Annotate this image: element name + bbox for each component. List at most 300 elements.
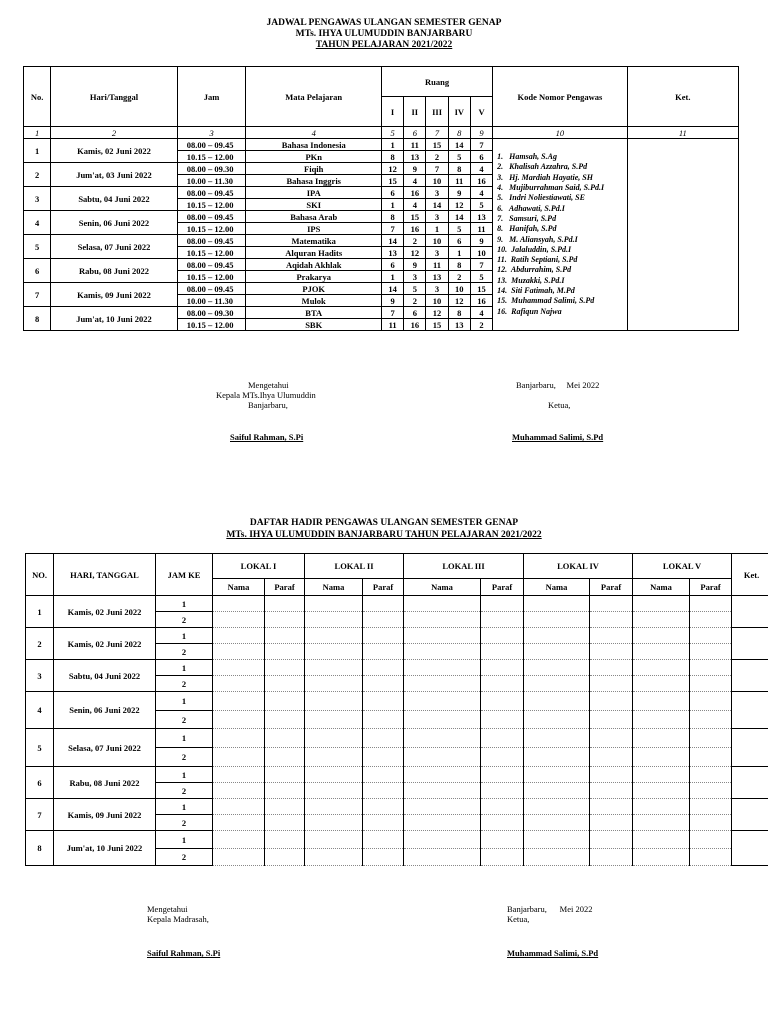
att-sign-cell[interactable] (481, 815, 524, 831)
session-subject: Bahasa Indonesia (246, 139, 382, 151)
att-sign-cell[interactable] (590, 799, 633, 815)
att-sign-cell[interactable] (363, 748, 404, 767)
room-proctor-code: 8 (448, 307, 470, 319)
att-name-cell[interactable] (404, 660, 481, 676)
att-name-cell[interactable] (404, 628, 481, 644)
att-session-no: 2 (156, 748, 213, 767)
att-sign-cell[interactable] (363, 711, 404, 729)
att-sign-cell[interactable] (590, 767, 633, 783)
att-header-sign: Paraf (481, 579, 524, 596)
attendance-title: DAFTAR HADIR PENGAWAS ULANGAN SEMESTER GENAP (249, 518, 519, 528)
att-name-cell[interactable] (305, 748, 363, 767)
att-sign-cell[interactable] (690, 799, 732, 815)
schedule-year: TAHUN PELAJARAN 2021/2022 (315, 40, 453, 50)
att-name-cell[interactable] (404, 612, 481, 628)
att-sign-cell[interactable] (481, 612, 524, 628)
att-sign-cell[interactable] (363, 644, 404, 660)
att-sign-cell[interactable] (690, 711, 732, 729)
att-name-cell[interactable] (524, 783, 590, 799)
session-subject: SKI (246, 199, 382, 211)
att-name-cell[interactable] (404, 849, 481, 866)
att-sign-cell[interactable] (265, 711, 305, 729)
att-name-cell[interactable] (213, 612, 265, 628)
room-proctor-code: 7 (381, 307, 403, 319)
att-sign-cell[interactable] (363, 612, 404, 628)
room-proctor-code: 2 (470, 319, 492, 331)
proctor-item: 9. M. Aliansyah, S.Pd.I (497, 234, 578, 244)
att-name-cell[interactable] (305, 799, 363, 815)
session-subject: Bahasa Inggris (246, 175, 382, 187)
att-name-cell[interactable] (305, 767, 363, 783)
room-proctor-code: 9 (381, 295, 403, 307)
day-date: Rabu, 08 Juni 2022 (51, 259, 177, 283)
sign-left-line1: Mengetahui (248, 380, 289, 390)
att-name-cell[interactable] (404, 676, 481, 692)
att-sign-cell[interactable] (265, 628, 305, 644)
att-name-cell[interactable] (213, 729, 265, 748)
att-header-sign: Paraf (265, 579, 305, 596)
proctor-item: 3. Hj. Mardiah Hayatie, SH (497, 172, 593, 182)
att-name-cell[interactable] (213, 692, 265, 711)
att-name-cell[interactable] (305, 628, 363, 644)
att-name-cell[interactable] (633, 783, 690, 799)
att-row-date: Sabtu, 04 Juni 2022 (54, 660, 156, 692)
att-session-no: 1 (156, 596, 213, 612)
att-sign-cell[interactable] (690, 628, 732, 644)
session-time: 08.00 – 09.45 (177, 187, 246, 199)
att-name-cell[interactable] (404, 711, 481, 729)
room-proctor-code: 2 (404, 295, 426, 307)
att-name-cell[interactable] (305, 815, 363, 831)
day-no: 5 (24, 235, 51, 259)
att-name-cell[interactable] (404, 831, 481, 849)
proctor-item: 2. Khalisah Azzahra, S.Pd (497, 162, 588, 172)
att-sign-cell[interactable] (590, 815, 633, 831)
att-sign-cell[interactable] (363, 767, 404, 783)
room-proctor-code: 5 (448, 223, 470, 235)
column-number: 3 (177, 127, 246, 139)
att-name-cell[interactable] (524, 660, 590, 676)
room-proctor-code: 15 (404, 211, 426, 223)
att-sign-cell[interactable] (690, 783, 732, 799)
att-sign-cell[interactable] (590, 783, 633, 799)
att-sign-cell[interactable] (265, 612, 305, 628)
att-sign-cell[interactable] (481, 799, 524, 815)
room-proctor-code: 10 (426, 295, 448, 307)
att-row-no: 4 (26, 692, 54, 729)
att-sign-cell[interactable] (690, 767, 732, 783)
header-time: Jam (177, 67, 246, 127)
att-name-cell[interactable] (213, 676, 265, 692)
att-sign-cell[interactable] (363, 849, 404, 866)
att-sign-cell[interactable] (690, 644, 732, 660)
att-name-cell[interactable] (524, 849, 590, 866)
att-sign-cell[interactable] (481, 849, 524, 866)
att-sign-cell[interactable] (590, 644, 633, 660)
att-sign-cell[interactable] (265, 676, 305, 692)
attendance-row (26, 660, 768, 676)
proctor-list (497, 152, 627, 317)
att-header-name: Nama (213, 579, 265, 596)
att-sign-cell[interactable] (590, 692, 633, 711)
room-proctor-code: 3 (426, 187, 448, 199)
schedule-row (24, 139, 739, 151)
session-subject: PJOK (246, 283, 382, 295)
att-session-no: 1 (156, 799, 213, 815)
att-sign-cell[interactable] (590, 628, 633, 644)
att-name-cell[interactable] (213, 660, 265, 676)
att-sign-cell[interactable] (363, 799, 404, 815)
att-name-cell[interactable] (633, 596, 690, 612)
room-proctor-code: 4 (470, 307, 492, 319)
att-name-cell[interactable] (524, 799, 590, 815)
room-proctor-code: 6 (448, 235, 470, 247)
sign-right-name: Muhammad Salimi, S.Pd (512, 432, 604, 442)
att-header-local: LOKAL III (404, 554, 524, 579)
att-sign-cell[interactable] (590, 849, 633, 866)
att-sign-cell[interactable] (590, 831, 633, 849)
session-time: 10.15 – 12.00 (177, 151, 246, 163)
session-subject: Bahasa Arab (246, 211, 382, 223)
attendance-sign-right (507, 904, 598, 958)
att-note-cell[interactable] (732, 831, 768, 866)
att-name-cell[interactable] (633, 628, 690, 644)
att-name-cell[interactable] (305, 596, 363, 612)
room-proctor-code: 14 (381, 283, 403, 295)
room-proctor-code: 11 (448, 175, 470, 187)
att-sign-cell[interactable] (690, 612, 732, 628)
att-sign-cell[interactable] (363, 831, 404, 849)
column-number: 10 (493, 127, 628, 139)
att-sign-cell[interactable] (481, 767, 524, 783)
attendance-row (26, 799, 768, 815)
note-cell (627, 139, 738, 331)
att-name-cell[interactable] (633, 799, 690, 815)
att-name-cell[interactable] (524, 831, 590, 849)
att-sign-cell[interactable] (590, 729, 633, 748)
att-name-cell[interactable] (633, 815, 690, 831)
att-row-no: 5 (26, 729, 54, 767)
att-sign-cell[interactable] (481, 711, 524, 729)
att-name-cell[interactable] (305, 612, 363, 628)
att-sign-cell[interactable] (690, 849, 732, 866)
att-sign-cell[interactable] (690, 660, 732, 676)
session-time: 08.00 – 09.30 (177, 307, 246, 319)
att-header-note: Ket. (732, 554, 768, 596)
att-sign-cell[interactable] (265, 692, 305, 711)
att-name-cell[interactable] (633, 711, 690, 729)
room-proctor-code: 8 (381, 151, 403, 163)
proctor-item: 7. Samsuri, S.Pd (497, 213, 557, 223)
att-sign-cell[interactable] (265, 660, 305, 676)
room-proctor-code: 16 (470, 175, 492, 187)
att-sign-cell[interactable] (590, 676, 633, 692)
proctor-item: 16. Rafiqun Najwa (497, 306, 562, 316)
att-sign-cell[interactable] (363, 692, 404, 711)
header-room-col: V (470, 97, 492, 127)
att-name-cell[interactable] (213, 711, 265, 729)
room-proctor-code: 2 (404, 235, 426, 247)
att-session-no: 2 (156, 849, 213, 866)
att-sign-cell[interactable] (481, 692, 524, 711)
att-sign-cell[interactable] (363, 783, 404, 799)
att-sign-cell[interactable] (265, 831, 305, 849)
att-name-cell[interactable] (305, 783, 363, 799)
att-sign-cell[interactable] (363, 628, 404, 644)
column-number: 2 (51, 127, 177, 139)
att-sign-cell[interactable] (481, 831, 524, 849)
att-session-no: 1 (156, 767, 213, 783)
sign-left-name: Saiful Rahman, S.Pi (230, 432, 304, 442)
att-name-cell[interactable] (633, 692, 690, 711)
att-name-cell[interactable] (633, 660, 690, 676)
att-session-no: 2 (156, 644, 213, 660)
att-header-name: Nama (633, 579, 690, 596)
att-name-cell[interactable] (213, 783, 265, 799)
att-name-cell[interactable] (524, 676, 590, 692)
att-sign-cell[interactable] (363, 815, 404, 831)
att-name-cell[interactable] (633, 767, 690, 783)
att-session-no: 1 (156, 729, 213, 748)
att-name-cell[interactable] (404, 596, 481, 612)
att-name-cell[interactable] (633, 612, 690, 628)
att-sign-cell[interactable] (363, 676, 404, 692)
room-proctor-code: 7 (470, 139, 492, 151)
att-sign-cell[interactable] (481, 748, 524, 767)
att-name-cell[interactable] (404, 748, 481, 767)
att-row-no: 1 (26, 596, 54, 628)
room-proctor-code: 9 (404, 163, 426, 175)
att-name-cell[interactable] (213, 596, 265, 612)
att-name-cell[interactable] (305, 831, 363, 849)
att-name-cell[interactable] (213, 799, 265, 815)
att-note-cell[interactable] (732, 799, 768, 831)
att-name-cell[interactable] (213, 767, 265, 783)
att-sign-cell[interactable] (481, 660, 524, 676)
att-sign-cell[interactable] (265, 815, 305, 831)
proctor-item: 5. Indri Noliestiawati, SE (497, 193, 585, 203)
proctor-item: 15. Muhammad Salimi, S.Pd (497, 296, 595, 306)
att-row-no: 8 (26, 831, 54, 866)
proctor-item: 1. Hamsah, S.Ag (497, 152, 557, 162)
att-row-date: Kamis, 09 Juni 2022 (54, 799, 156, 831)
att-sign-cell[interactable] (265, 849, 305, 866)
room-proctor-code: 12 (404, 247, 426, 259)
session-time: 10.15 – 12.00 (177, 223, 246, 235)
att-name-cell[interactable] (404, 783, 481, 799)
att-sign-cell[interactable] (265, 783, 305, 799)
room-proctor-code: 8 (448, 259, 470, 271)
column-number: 5 (381, 127, 403, 139)
room-proctor-code: 1 (448, 247, 470, 259)
room-proctor-code: 9 (404, 259, 426, 271)
proctor-item: 6. Adhawati, S.Pd.I (497, 203, 565, 213)
room-proctor-code: 11 (470, 223, 492, 235)
room-proctor-code: 11 (381, 319, 403, 331)
att-sign-cell[interactable] (690, 692, 732, 711)
att-name-cell[interactable] (524, 596, 590, 612)
att-name-cell[interactable] (305, 676, 363, 692)
att-sign-cell[interactable] (363, 729, 404, 748)
session-time: 08.00 – 09.45 (177, 235, 246, 247)
att-sign-cell[interactable] (481, 644, 524, 660)
att-name-cell[interactable] (404, 729, 481, 748)
room-proctor-code: 15 (426, 139, 448, 151)
att-sign-cell[interactable] (590, 748, 633, 767)
att-name-cell[interactable] (633, 644, 690, 660)
day-no: 2 (24, 163, 51, 187)
att-sign-cell[interactable] (265, 799, 305, 815)
att-name-cell[interactable] (524, 612, 590, 628)
session-subject: SBK (246, 319, 382, 331)
room-proctor-code: 7 (381, 223, 403, 235)
room-proctor-code: 13 (448, 319, 470, 331)
session-time: 08.00 – 09.45 (177, 211, 246, 223)
proctor-item: 11. Ratih Septiani, S.Pd (497, 255, 578, 265)
att-row-no: 3 (26, 660, 54, 692)
att-name-cell[interactable] (213, 831, 265, 849)
att-sign-cell[interactable] (481, 729, 524, 748)
att-name-cell[interactable] (524, 815, 590, 831)
att-name-cell[interactable] (524, 767, 590, 783)
att-name-cell[interactable] (213, 815, 265, 831)
att-row-date: Selasa, 07 Juni 2022 (54, 729, 156, 767)
att-sign-cell[interactable] (481, 628, 524, 644)
sign-left-line2: Kepala MTs.Ihya Ulumuddin (216, 390, 316, 400)
proctor-list-cell (493, 139, 628, 331)
att-name-cell[interactable] (633, 849, 690, 866)
att-sign-cell[interactable] (481, 676, 524, 692)
room-proctor-code: 5 (404, 283, 426, 295)
att-sign-cell[interactable] (265, 729, 305, 748)
att-row-date: Rabu, 08 Juni 2022 (54, 767, 156, 799)
att-note-cell[interactable] (732, 628, 768, 660)
att-sign-cell[interactable] (481, 783, 524, 799)
att-sign-cell[interactable] (690, 831, 732, 849)
att-name-cell[interactable] (213, 644, 265, 660)
att-note-cell[interactable] (732, 660, 768, 692)
att-header-name: Nama (404, 579, 481, 596)
att-name-cell[interactable] (524, 644, 590, 660)
att-note-cell[interactable] (732, 767, 768, 799)
session-subject: Prakarya (246, 271, 382, 283)
att-name-cell[interactable] (305, 849, 363, 866)
att-sign-cell[interactable] (690, 815, 732, 831)
att-header-sign: Paraf (690, 579, 732, 596)
room-proctor-code: 14 (426, 199, 448, 211)
att-row-no: 6 (26, 767, 54, 799)
att-sign-cell[interactable] (690, 729, 732, 748)
att-sign-cell[interactable] (363, 660, 404, 676)
session-subject: IPA (246, 187, 382, 199)
day-no: 4 (24, 211, 51, 235)
att-session-no: 2 (156, 815, 213, 831)
att-note-cell[interactable] (732, 729, 768, 767)
att-name-cell[interactable] (524, 692, 590, 711)
att-note-cell[interactable] (732, 596, 768, 628)
att-sign-cell[interactable] (690, 676, 732, 692)
schedule-title: JADWAL PENGAWAS ULANGAN SEMESTER GENAP (266, 18, 502, 28)
att-name-cell[interactable] (404, 767, 481, 783)
att-name-cell[interactable] (633, 831, 690, 849)
sign-right-line1: Banjarbaru, Mei 2022 (516, 380, 600, 390)
att-name-cell[interactable] (524, 748, 590, 767)
att-header-no: NO. (26, 554, 54, 596)
att-name-cell[interactable] (524, 729, 590, 748)
att-name-cell[interactable] (213, 849, 265, 866)
att-sign-cell[interactable] (590, 612, 633, 628)
att-name-cell[interactable] (213, 628, 265, 644)
att-name-cell[interactable] (305, 729, 363, 748)
att-name-cell[interactable] (404, 692, 481, 711)
attendance-row (26, 692, 768, 711)
att-name-cell[interactable] (404, 799, 481, 815)
att-sign-cell[interactable] (690, 596, 732, 612)
att-sign-cell[interactable] (590, 596, 633, 612)
att-name-cell[interactable] (633, 676, 690, 692)
session-subject: Alquran Hadits (246, 247, 382, 259)
att-name-cell[interactable] (305, 660, 363, 676)
header-room-col: III (426, 97, 448, 127)
room-proctor-code: 3 (404, 271, 426, 283)
session-time: 10.00 – 11.30 (177, 175, 246, 187)
session-time: 08.00 – 09.45 (177, 139, 246, 151)
day-date: Kamis, 09 Juni 2022 (51, 283, 177, 307)
room-proctor-code: 10 (426, 235, 448, 247)
att-name-cell[interactable] (404, 815, 481, 831)
room-proctor-code: 13 (426, 271, 448, 283)
header-no: No. (24, 67, 51, 127)
att-name-cell[interactable] (213, 748, 265, 767)
column-number: 6 (404, 127, 426, 139)
header-subject: Mata Pelajaran (246, 67, 382, 127)
att-name-cell[interactable] (633, 729, 690, 748)
room-proctor-code: 4 (470, 163, 492, 175)
att-header-local: LOKAL V (633, 554, 732, 579)
att-sign-cell[interactable] (363, 596, 404, 612)
schedule-sign-left (216, 380, 316, 442)
att-note-cell[interactable] (732, 692, 768, 729)
att-name-cell[interactable] (524, 711, 590, 729)
att-name-cell[interactable] (524, 628, 590, 644)
session-subject: IPS (246, 223, 382, 235)
att-sign-cell[interactable] (590, 660, 633, 676)
room-proctor-code: 3 (426, 211, 448, 223)
att-name-cell[interactable] (404, 644, 481, 660)
att-sign-cell[interactable] (265, 596, 305, 612)
att-header-name: Nama (305, 579, 363, 596)
column-number: 9 (470, 127, 492, 139)
att-name-cell[interactable] (305, 711, 363, 729)
room-proctor-code: 15 (381, 175, 403, 187)
att-sign-cell[interactable] (265, 767, 305, 783)
room-proctor-code: 7 (426, 163, 448, 175)
att-sign-cell[interactable] (481, 596, 524, 612)
schedule-sign-right (512, 380, 604, 442)
session-subject: BTA (246, 307, 382, 319)
session-time: 10.00 – 11.30 (177, 295, 246, 307)
att-sign-cell[interactable] (690, 748, 732, 767)
att-sign-cell[interactable] (265, 644, 305, 660)
att-name-cell[interactable] (305, 692, 363, 711)
att-sign-right-line2: Ketua, (507, 914, 530, 924)
att-sign-cell[interactable] (265, 748, 305, 767)
att-row-date: Jum'at, 10 Juni 2022 (54, 831, 156, 866)
att-name-cell[interactable] (305, 644, 363, 660)
attendance-row (26, 729, 768, 748)
att-name-cell[interactable] (633, 748, 690, 767)
att-sign-cell[interactable] (590, 711, 633, 729)
